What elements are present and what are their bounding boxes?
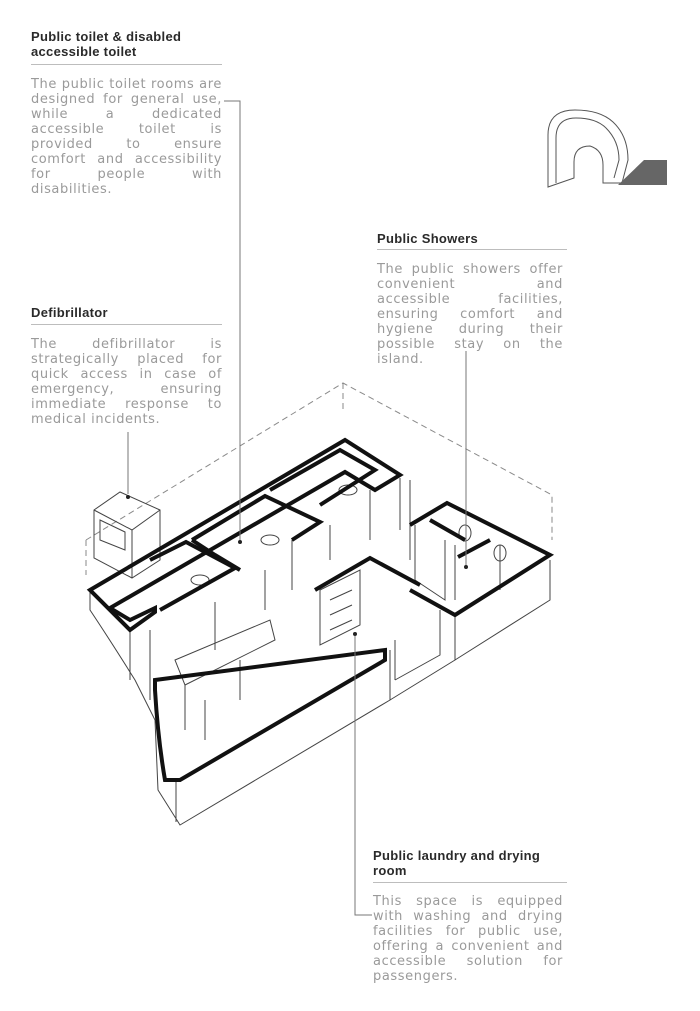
toilets-title: Public toilet & disabled accessible toilet xyxy=(31,29,182,59)
showers-text: The public showers offer convenient and accessible facilities, ensuring comfort and hygiene during their possible stay on the island. xyxy=(377,262,563,367)
defibrillator-title: Defibrillator xyxy=(31,305,108,320)
leader-dots xyxy=(126,495,468,636)
showers-title: Public Showers xyxy=(377,231,479,246)
walls-thin xyxy=(90,478,550,825)
laundry-title: Public laundry and drying room xyxy=(373,848,541,878)
defibrillator-text: The defibrillator is strategically placed for quick access in case of emergency, ensuring immediate response to medical incidents. xyxy=(31,337,222,427)
leader-lines xyxy=(128,101,466,915)
toilets-text: The public toilet rooms are designed for general use, while a dedicated accessible toilet is provided to ensure comfort and accessibility for people with disabilities. xyxy=(31,77,222,197)
laundry-text: This space is equipped with washing and drying facilities for public use, offering a convenient and accessible solution for passengers. xyxy=(373,894,563,984)
